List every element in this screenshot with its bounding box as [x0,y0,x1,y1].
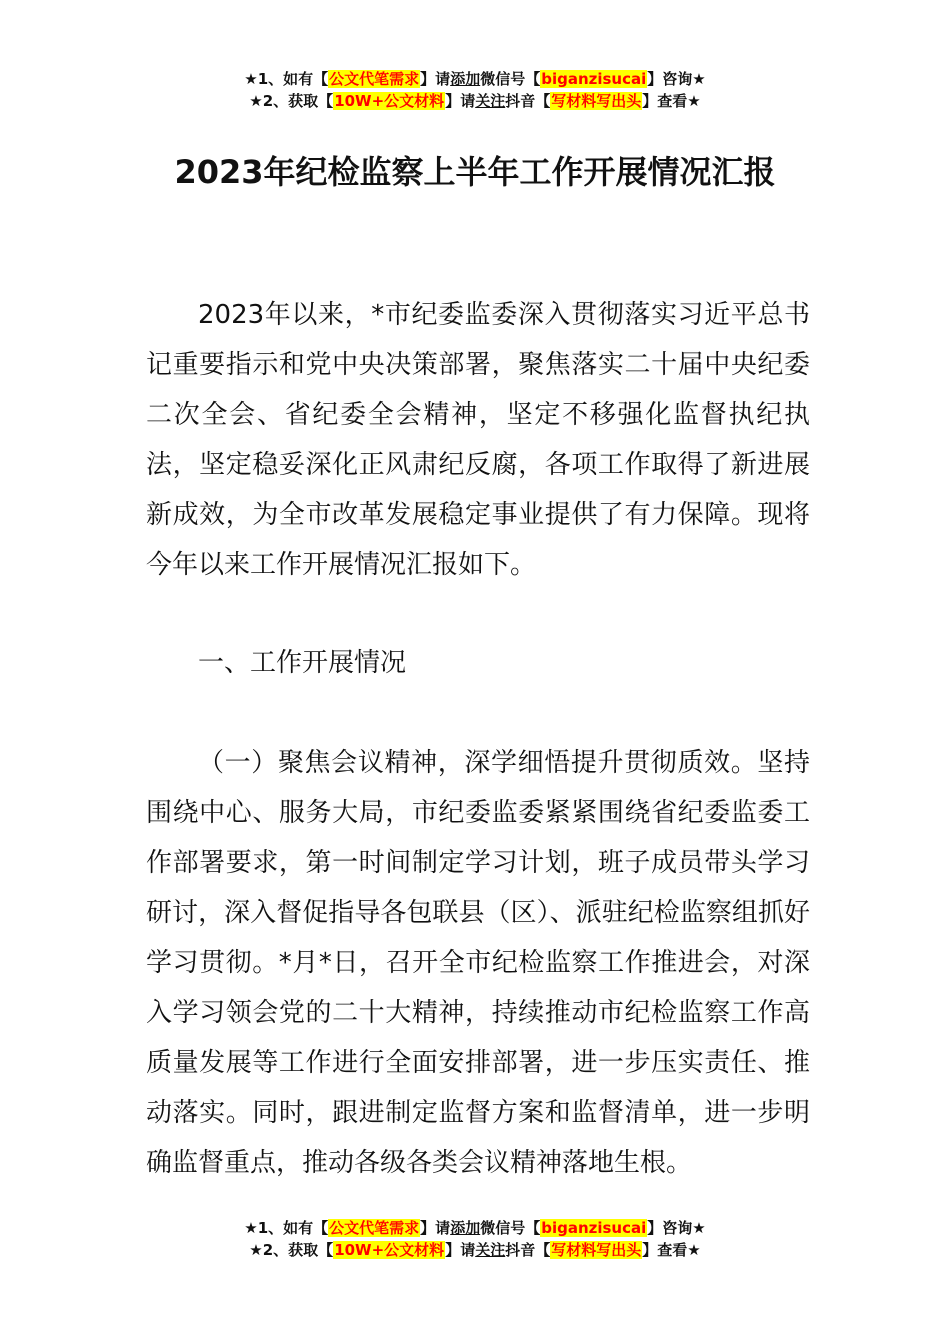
banner-text: ★2、获取【 [249,92,334,110]
banner-line-1 [0,68,950,90]
paragraph-text: 2023年以来，*市纪委监委深入贯彻落实习近平总书记重要指示和党中央决策部署，聚焦落实二十届中央纪委二次全会、省纪委全会精神，坚定不移强化监督执纪执法，坚定稳妥深化正风肃纪反腐，各项工作取得了新进展新成效，为全市改革发展稳定事业提供了有力保障。现将今年以来工作开展情况汇报如下。 [146,300,810,580]
banner-highlight: 10W+公文材料 [334,92,445,110]
banner-underlined: 添加 [450,1219,481,1237]
banner-highlight: 公文代笔需求 [329,1219,420,1237]
banner-text: 】请 [445,1241,476,1259]
banner-text: 抖音【 [505,92,551,110]
banner-text: 】咨询★ [647,70,706,88]
banner-text: 】请 [445,92,476,110]
banner-text: ★1、如有【 [244,1219,329,1237]
intro-paragraph [146,290,810,590]
banner-highlight: 写材料写出头 [551,92,642,110]
banner-text: 】请 [420,70,451,88]
banner-text: 抖音【 [505,1241,551,1259]
banner-text: 】咨询★ [647,1219,706,1237]
section-heading [146,638,810,688]
banner-underlined: 添加 [450,70,481,88]
section-heading-text: 一、工作开展情况 [198,648,407,678]
banner-text: 微信号【 [480,70,541,88]
header-banner [0,68,950,112]
banner-highlight: 写材料写出头 [551,1241,642,1259]
banner-text: 】查看★ [642,1241,701,1259]
banner-line-2 [0,1239,950,1261]
document-title: 2023年纪检监察上半年工作开展情况汇报 [174,153,776,191]
section-paragraph [146,738,810,1188]
banner-highlight: 公文代笔需求 [329,70,420,88]
banner-line-2 [0,90,950,112]
banner-underlined: 关注 [475,92,506,110]
banner-text: ★1、如有【 [244,70,329,88]
banner-text: 】请 [420,1219,451,1237]
footer-banner [0,1217,950,1261]
banner-line-1 [0,1217,950,1239]
banner-text: 微信号【 [480,1219,541,1237]
banner-highlight: 10W+公文材料 [334,1241,445,1259]
banner-text: ★2、获取【 [249,1241,334,1259]
paragraph-text: （一）聚焦会议精神，深学细悟提升贯彻质效。坚持围绕中心、服务大局，市纪委监委紧紧围绕省纪委监委工作部署要求，第一时间制定学习计划，班子成员带头学习研讨，深入督促指导各包联县（区）、派驻纪检监察组抓好学习贯彻。*月*日，召开全市纪检监察工作推进会，对深入学习领会党的二十大精神，持续推动市纪检监察工作高质量发展等工作进行全面安排部署，进一步压实责任、推动落实。同时，跟进制定监督方案和监督清单，进一步明确监督重点，推动各级各类会议精神落地生根。 [146,748,810,1178]
banner-highlight: biganzisucai [541,70,647,88]
banner-text: 】查看★ [642,92,701,110]
banner-highlight: biganzisucai [541,1219,647,1237]
banner-underlined: 关注 [475,1241,506,1259]
